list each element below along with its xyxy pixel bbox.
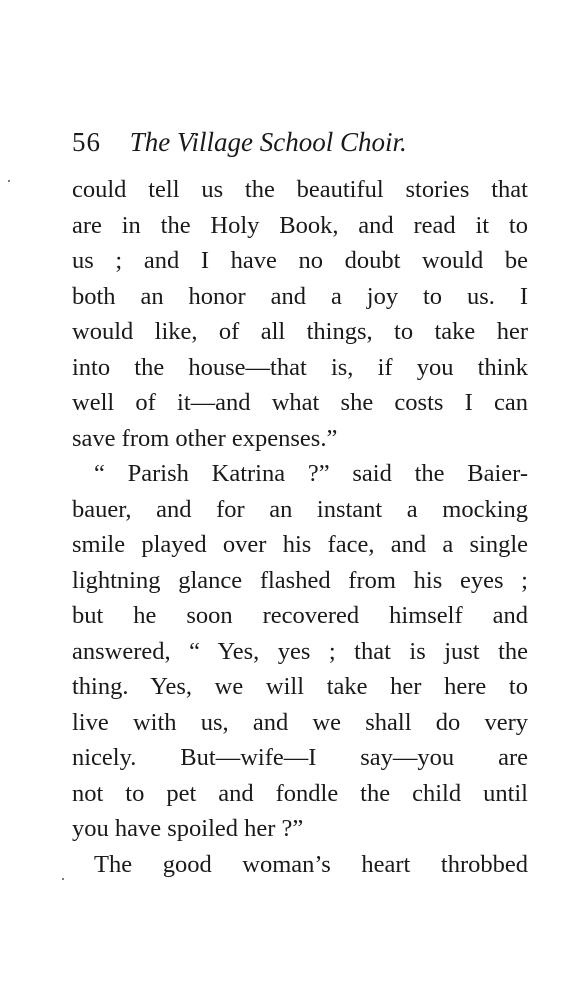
page-number: 56	[72, 127, 101, 157]
text-line: bauer, and for an instant a mocking	[72, 495, 528, 523]
text-line: but he soon recovered himself and	[72, 602, 528, 629]
running-head	[72, 122, 532, 162]
text-line: us ; and I have no doubt would be	[72, 247, 528, 274]
text-line: both an honor and a joy to us. I	[72, 282, 528, 310]
text-line: save from other expenses.”	[72, 424, 338, 452]
text-line: “ Parish Katrina ?” said the Baier-	[94, 460, 528, 487]
text-line: well of it—and what she costs I can	[72, 389, 528, 416]
text-line: answered, “ Yes, yes ; that is just the	[72, 637, 528, 665]
text-line: live with us, and we shall do very	[72, 708, 528, 736]
text-line: into the house—that is, if you think	[72, 353, 528, 381]
text-line: nicely. But—wife—I say—you are	[72, 744, 528, 771]
print-speck	[8, 180, 10, 182]
running-title: The Village School Choir.	[129, 127, 407, 157]
text-line: thing. Yes, we will take her here to	[72, 673, 528, 700]
text-line: The good woman’s heart throbbed	[94, 850, 528, 878]
text-line: are in the Holy Book, and read it to	[72, 211, 528, 239]
text-line: lightning glance flashed from his eyes ;	[72, 566, 528, 594]
text-line: could tell us the beautiful stories that	[72, 176, 528, 203]
text-line: smile played over his face, and a single	[72, 531, 528, 558]
print-speck	[62, 878, 64, 880]
text-line: would like, of all things, to take her	[72, 318, 528, 345]
body-text	[72, 172, 528, 882]
text-line: you have spoiled her ?”	[72, 815, 304, 842]
text-line: not to pet and fondle the child until	[72, 779, 528, 807]
